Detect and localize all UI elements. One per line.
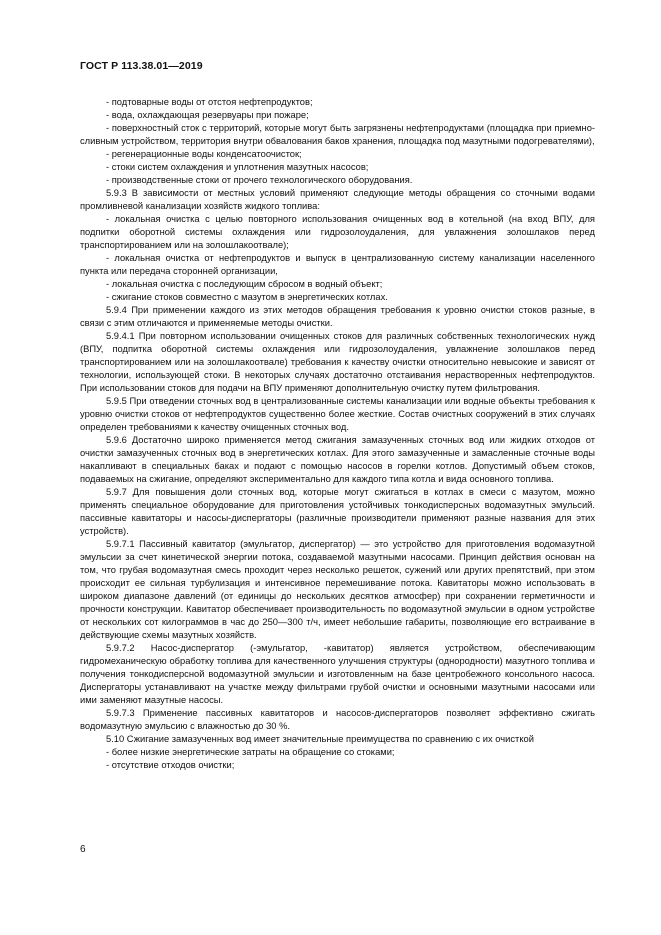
body-paragraph: 5.10 Сжигание замазученных вод имеет значительные преимущества по сравнению с их очисткой bbox=[106, 734, 534, 744]
body-paragraph: - локальная очистка с последующим сбросом в водный объект; bbox=[106, 279, 383, 289]
body-paragraph: - сжигание стоков совместно с мазутом в энергетических котлах. bbox=[106, 292, 388, 302]
body-paragraph: 5.9.7.2 Насос-диспергатор (-эмульгатор, -кавитатор) является устройством, обеспечивающим гидромеханическую обработку топлива для качественного улучшения структуры (однородности) мазутного топлива и получения тонкодисперсной водомазутной эмульсии и изготовленным на базе центробежного консольного насоса. Диспергаторы устанавливают на участке между фильтрами грубой очистки и основными мазутными насосами или ими заменяют мазутные насосы. bbox=[80, 643, 595, 705]
body-paragraph: 5.9.6 Достаточно широко применяется метод сжигания замазученных сточных вод или жидких отходов от очистки замазученных сточных вод в энергетических котлах. Для этого замазученные и замасленные сточные воды накапливают в специальных баках и подают с помощью насосов в горелки котлов. Допустимый объем стоков, подаваемых на сжигание, определяют экспериментально для каждого типа котла и вида основного топлива. bbox=[80, 435, 595, 484]
body-paragraph: - вода, охлаждающая резервуары при пожаре; bbox=[106, 110, 309, 120]
body-paragraph: - поверхностный сток с территорий, которые могут быть загрязнены нефтепродуктами (площадка при приемно-сливным устройством, территория внутри обвалования баков хранения, площадка под мазутными подогревателями), bbox=[80, 123, 595, 146]
body-paragraph: 5.9.4 При применении каждого из этих методов обращения требования к уровню очистки стоков разные, в связи с этим отличаются и применяемые методы очистки. bbox=[80, 305, 595, 328]
body-paragraph: - локальная очистка от нефтепродуктов и выпуск в централизованную систему канализации населенного пункта или передача сторонней организации, bbox=[80, 253, 595, 276]
body-paragraph: 5.9.4.1 При повторном использовании очищенных стоков для различных собственных технологических нужд (ВПУ, подпитка оборотной системы охлаждения или гидрозолоудаления, увлажнение золошлаков перед транспортированием или на золошлакоотвале) требования к качеству очистки относительно невысокие и зависят от технологии, использующей стоки. В некоторых случаях достаточно отстаивания нерастворенных нефтепродуктов. При использовании стоков для подачи на ВПУ применяют дополнительную очистку путем фильтрования. bbox=[80, 331, 595, 393]
body-paragraph: 5.9.7 Для повышения доли сточных вод, которые могут сжигаться в котлах в смеси с мазутом, можно применять специальное оборудование для приготовления устойчивых тонкодисперсных водомазутных эмульсий. пассивные кавитаторы и насосы-диспергаторы (различные производители применяют разные названия для этих устройств). bbox=[80, 487, 595, 536]
body-paragraph: - отсутствие отходов очистки; bbox=[106, 760, 235, 770]
body-paragraph: - стоки систем охлаждения и уплотнения мазутных насосов; bbox=[106, 162, 369, 172]
body-paragraph: 5.9.7.1 Пассивный кавитатор (эмульгатор, диспергатор) — это устройство для приготовления водомазутной эмульсии за счет кинетической энергии потока, создаваемой мазутными насосами. Принцип действия основан на том, что грубая водомазутная смесь проходит через несколько решеток, сужений или других препятствий, при этом происходит ее сильная турбулизация и интенсивное перемешивание потока. Кавитаторы можно использовать в широком диапазоне давлений (от единицы до нескольких десятков атмосфер) при сохранении герметичности и прочности конструкции. Кавитатор обеспечивает производительность по водомазутной эмульсии в одном устройстве от нескольких сот килограммов в час до 250—300 т/ч, имеет небольшие габариты, позволяющие его встраивание в действующие схемы мазутных хозяйств. bbox=[80, 539, 595, 640]
document-body bbox=[80, 96, 595, 772]
body-paragraph: - подтоварные воды от отстоя нефтепродуктов; bbox=[106, 97, 313, 107]
standard-header: ГОСТ Р 113.38.01—2019 bbox=[80, 60, 203, 72]
body-paragraph: 5.9.3 В зависимости от местных условий применяют следующие методы обращения со сточными водами промливневой канализации хозяйств жидкого топлива: bbox=[80, 188, 595, 211]
body-paragraph: 5.9.7.3 Применение пассивных кавитаторов и насосов-диспергаторов позволяет эффективно сжигать водомазутную эмульсию с влажностью до 30 %. bbox=[80, 708, 595, 731]
body-paragraph: 5.9.5 При отведении сточных вод в централизованные системы канализации или водные объекты требования к уровню очистки стоков от нефтепродуктов существенно более жесткие. Состав очистных сооружений в этих случаях определен требованиями к качеству очищенных сточных вод. bbox=[80, 396, 595, 432]
body-paragraph: - регенерационные воды конденсатоочисток; bbox=[106, 149, 302, 159]
body-paragraph: - производственные стоки от прочего технологического оборудования. bbox=[106, 175, 413, 185]
body-paragraph: - более низкие энергетические затраты на обращение со стоками; bbox=[106, 747, 395, 757]
page-number: 6 bbox=[80, 844, 86, 855]
body-paragraph: - локальная очистка с целью повторного использования очищенных вод в котельной (на вход ВПУ, для подпитки оборотной системы охлаждения или гидрозолоудаления, для увлажнения золошлаков перед транспортированием или на золошлакоотвале); bbox=[80, 214, 595, 250]
